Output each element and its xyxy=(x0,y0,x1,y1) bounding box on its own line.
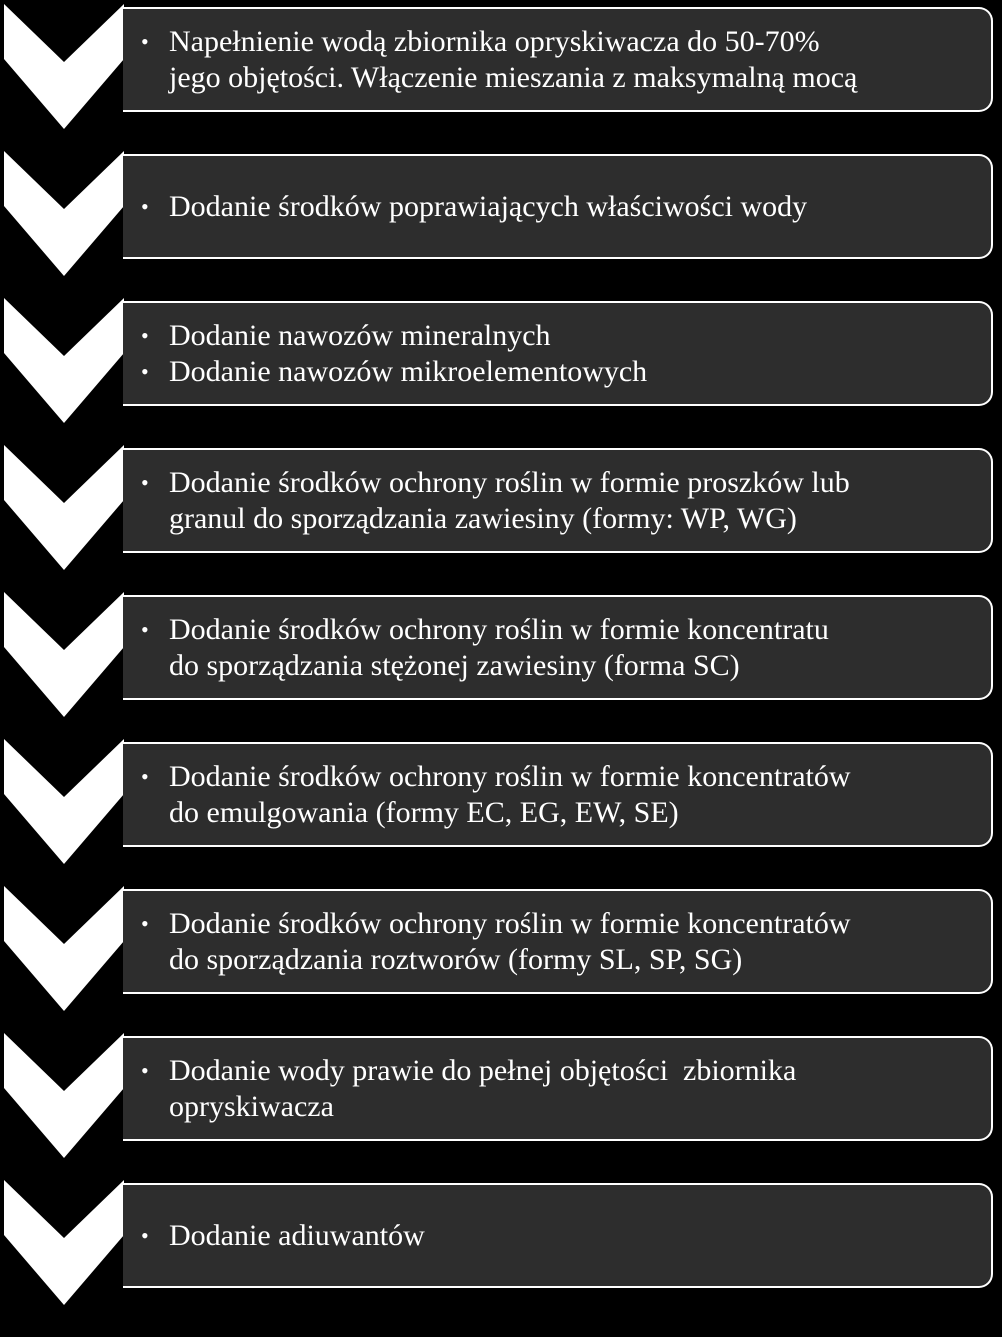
step-text-line: granul do sporządzania zawiesiny (formy: WP, WG) xyxy=(169,501,797,535)
bullet-icon: • xyxy=(141,28,149,54)
step-text-line: jego objętości. Włączenie mieszania z maksymalną mocą xyxy=(169,60,858,94)
bullet-text-block xyxy=(169,1053,796,1125)
bullet-item xyxy=(141,189,983,225)
bullet-item xyxy=(141,612,983,684)
step-box xyxy=(123,1036,993,1141)
step-text-line: do sporządzania stężonej zawiesiny (forma SC) xyxy=(169,648,740,682)
bullet-text-block xyxy=(169,318,551,354)
chevron-arrow xyxy=(4,592,124,717)
step-text-line: opryskiwacza xyxy=(169,1089,334,1123)
step-text-line: Dodanie adiuwantów xyxy=(169,1218,425,1252)
step-text-line: Dodanie środków ochrony roślin w formie koncentratów xyxy=(169,906,851,940)
bullet-text-block xyxy=(169,759,851,831)
bullet-text-block xyxy=(169,465,850,537)
bullet-icon: • xyxy=(141,322,149,348)
chevron-arrow xyxy=(4,1033,124,1158)
bullet-text-block xyxy=(169,24,857,96)
step-text-line: Dodanie wody prawie do pełnej objętości zbiornika xyxy=(169,1053,797,1087)
step-box xyxy=(123,301,993,406)
bullet-icon: • xyxy=(141,193,149,219)
chevron-arrow xyxy=(4,739,124,864)
bullet-item xyxy=(141,759,983,831)
step-box xyxy=(123,448,993,553)
bullet-icon: • xyxy=(141,1057,149,1083)
bullet-icon: • xyxy=(141,763,149,789)
bullet-item xyxy=(141,1218,983,1254)
chevron-arrow xyxy=(4,298,124,423)
step-box xyxy=(123,889,993,994)
step-box xyxy=(123,742,993,847)
step-text-line: Dodanie nawozów mineralnych xyxy=(169,318,551,352)
bullet-icon: • xyxy=(141,469,149,495)
chevron-arrow xyxy=(4,1180,124,1305)
step-text-line: Napełnienie wodą zbiornika opryskiwacza do 50-70% xyxy=(169,24,820,58)
bullet-item xyxy=(141,1053,983,1125)
bullet-text-block xyxy=(169,189,807,225)
step-text-line: Dodanie środków ochrony roślin w formie koncentratu xyxy=(169,612,829,646)
bullet-icon: • xyxy=(141,616,149,642)
step-box xyxy=(123,595,993,700)
step-text-line: Dodanie nawozów mikroelementowych xyxy=(169,354,648,388)
bullet-item xyxy=(141,354,983,390)
bullet-text-block xyxy=(169,906,851,978)
bullet-icon: • xyxy=(141,910,149,936)
step-box xyxy=(123,1183,993,1288)
step-text-line: Dodanie środków poprawiających właściwości wody xyxy=(169,189,808,223)
chevron-arrow xyxy=(4,4,124,129)
bullet-text-block xyxy=(169,612,829,684)
step-text-line: do emulgowania (formy EC, EG, EW, SE) xyxy=(169,795,679,829)
step-text-line: Dodanie środków ochrony roślin w formie koncentratów xyxy=(169,759,851,793)
step-text-line: do sporządzania roztworów (formy SL, SP, SG) xyxy=(169,942,743,976)
bullet-item xyxy=(141,318,983,354)
bullet-icon: • xyxy=(141,358,149,384)
bullet-item xyxy=(141,465,983,537)
bullet-text-block xyxy=(169,354,647,390)
chevron-arrow xyxy=(4,151,124,276)
bullet-item xyxy=(141,906,983,978)
step-box xyxy=(123,154,993,259)
bullet-text-block xyxy=(169,1218,425,1254)
bullet-icon: • xyxy=(141,1222,149,1248)
step-text-line: Dodanie środków ochrony roślin w formie proszków lub xyxy=(169,465,850,499)
step-box xyxy=(123,7,993,112)
bullet-item xyxy=(141,24,983,96)
chevron-arrow xyxy=(4,886,124,1011)
chevron-arrow xyxy=(4,445,124,570)
